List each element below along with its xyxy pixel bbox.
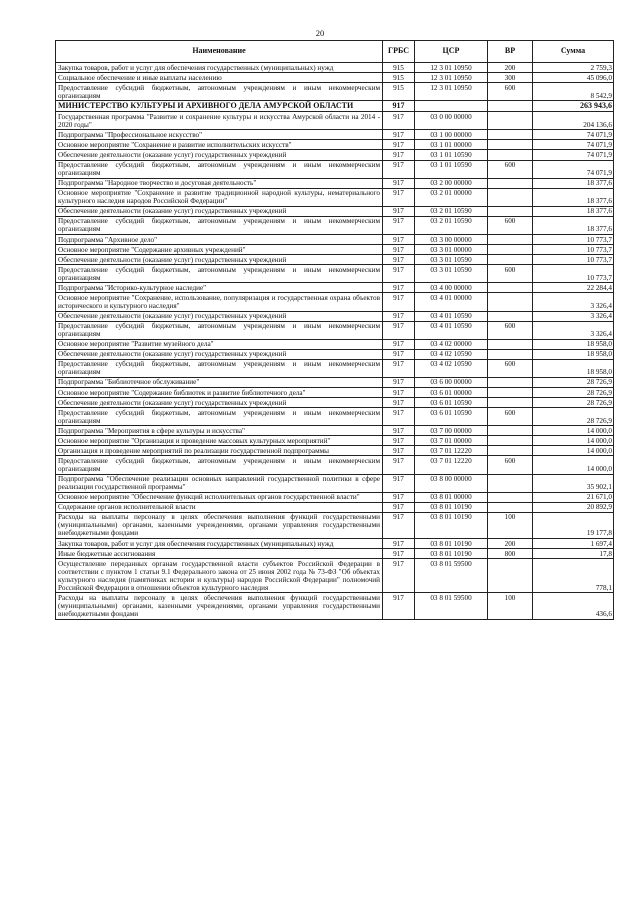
- header-name: Наименование: [56, 41, 383, 63]
- row-csr-cell: 03 1 01 10590: [415, 160, 488, 178]
- row-vr-cell: [488, 255, 533, 265]
- table-row: [56, 446, 614, 456]
- row-csr-cell: 03 8 01 00000: [415, 492, 488, 502]
- row-vr-cell: [488, 245, 533, 255]
- row-vr-cell: 600: [488, 83, 533, 101]
- table-row: [56, 512, 614, 538]
- row-csr-cell: 03 8 01 59500: [415, 593, 488, 619]
- row-grbs-cell: 917: [383, 408, 415, 426]
- row-sum-cell: 20 892,9: [533, 502, 614, 512]
- row-grbs-cell: 917: [383, 150, 415, 160]
- row-csr-cell: 03 2 01 10590: [415, 206, 488, 216]
- row-name-cell: Основное мероприятие "Содержание библиотек и развитие библиотечного дела": [56, 388, 383, 398]
- row-name-cell: Расходы на выплаты персоналу в целях обеспечения выполнения функций государственными (муниципальными) органами, казенными учреждениями, органами управления государственными внебюджетными фондами: [56, 512, 383, 538]
- row-name-cell: Обеспечение деятельности (оказание услуг) государственных учреждений: [56, 206, 383, 216]
- row-csr-cell: 03 1 01 10590: [415, 150, 488, 160]
- row-sum-cell: 263 943,6: [533, 101, 614, 112]
- row-grbs-cell: 917: [383, 559, 415, 593]
- table-row: [56, 339, 614, 349]
- row-csr-cell: 03 4 02 00000: [415, 339, 488, 349]
- row-csr-cell: 03 4 01 10590: [415, 311, 488, 321]
- row-sum-cell: 18 377,6: [533, 188, 614, 206]
- table-row: [56, 245, 614, 255]
- row-sum-cell: 45 096,0: [533, 73, 614, 83]
- row-name-cell: Обеспечение деятельности (оказание услуг) государственных учреждений: [56, 255, 383, 265]
- row-sum-cell: 28 726,9: [533, 388, 614, 398]
- row-name-cell: Расходы на выплаты персоналу в целях обеспечения выполнения функций государственными (муниципальными) органами, казенными учреждениями, органами управления государственными внебюджетными фондами: [56, 593, 383, 619]
- row-grbs-cell: 917: [383, 321, 415, 339]
- row-sum-cell: 74 071,9: [533, 130, 614, 140]
- table-row: [56, 178, 614, 188]
- row-grbs-cell: 917: [383, 446, 415, 456]
- row-vr-cell: [488, 311, 533, 321]
- row-sum-cell: 28 726,9: [533, 398, 614, 408]
- row-grbs-cell: 917: [383, 539, 415, 549]
- row-csr-cell: 03 8 01 10190: [415, 502, 488, 512]
- row-csr-cell: 03 8 01 10190: [415, 539, 488, 549]
- row-csr-cell: 03 6 01 10590: [415, 408, 488, 426]
- row-csr-cell: [415, 101, 488, 112]
- row-vr-cell: [488, 502, 533, 512]
- row-vr-cell: [488, 112, 533, 130]
- row-name-cell: Основное мероприятие "Содержание архивных учреждений": [56, 245, 383, 255]
- row-vr-cell: [488, 474, 533, 492]
- budget-table: [55, 40, 614, 620]
- table-row: [56, 349, 614, 359]
- table-row: [56, 474, 614, 492]
- row-grbs-cell: 917: [383, 377, 415, 387]
- row-csr-cell: 03 3 00 00000: [415, 235, 488, 245]
- row-csr-cell: 03 8 01 10190: [415, 549, 488, 559]
- row-sum-cell: 21 671,0: [533, 492, 614, 502]
- row-sum-cell: 436,6: [533, 593, 614, 619]
- row-sum-cell: 18 377,6: [533, 206, 614, 216]
- row-sum-cell: 10 773,7: [533, 255, 614, 265]
- table-row: [56, 293, 614, 311]
- row-sum-cell: 1 697,4: [533, 539, 614, 549]
- table-row: [56, 83, 614, 101]
- row-csr-cell: 03 6 01 10590: [415, 398, 488, 408]
- table-row: [56, 188, 614, 206]
- row-vr-cell: 600: [488, 456, 533, 474]
- table-row: [56, 492, 614, 502]
- row-sum-cell: 10 773,7: [533, 245, 614, 255]
- table-row: [56, 160, 614, 178]
- row-csr-cell: 03 3 01 10590: [415, 255, 488, 265]
- row-csr-cell: 03 2 01 10590: [415, 216, 488, 234]
- row-name-cell: Подпрограмма "Историко-культурное наследие": [56, 283, 383, 293]
- row-vr-cell: [488, 339, 533, 349]
- row-name-cell: Обеспечение деятельности (оказание услуг) государственных учреждений: [56, 311, 383, 321]
- row-grbs-cell: 917: [383, 206, 415, 216]
- row-csr-cell: 03 4 01 10590: [415, 321, 488, 339]
- row-vr-cell: [488, 559, 533, 593]
- row-sum-cell: 18 377,6: [533, 216, 614, 234]
- table-body: [56, 63, 614, 620]
- row-vr-cell: [488, 283, 533, 293]
- row-vr-cell: 800: [488, 549, 533, 559]
- row-grbs-cell: 917: [383, 359, 415, 377]
- row-vr-cell: [488, 206, 533, 216]
- row-sum-cell: 14 000,0: [533, 426, 614, 436]
- row-grbs-cell: 917: [383, 492, 415, 502]
- row-vr-cell: [488, 398, 533, 408]
- row-grbs-cell: 915: [383, 63, 415, 73]
- row-name-cell: Основное мероприятие "Сохранение и развитие исполнительских искусств": [56, 140, 383, 150]
- table-row: [56, 265, 614, 283]
- row-grbs-cell: 917: [383, 235, 415, 245]
- row-csr-cell: 03 1 01 00000: [415, 140, 488, 150]
- row-name-cell: Обеспечение деятельности (оказание услуг) государственных учреждений: [56, 150, 383, 160]
- row-csr-cell: 03 7 01 12220: [415, 456, 488, 474]
- row-csr-cell: 03 4 00 00000: [415, 283, 488, 293]
- row-csr-cell: 03 4 01 00000: [415, 293, 488, 311]
- row-sum-cell: 74 071,9: [533, 160, 614, 178]
- table-row: [56, 112, 614, 130]
- row-vr-cell: 200: [488, 539, 533, 549]
- row-vr-cell: 300: [488, 73, 533, 83]
- row-vr-cell: 600: [488, 216, 533, 234]
- row-vr-cell: [488, 492, 533, 502]
- row-sum-cell: 18 377,6: [533, 178, 614, 188]
- row-sum-cell: 3 326,4: [533, 311, 614, 321]
- row-grbs-cell: 917: [383, 265, 415, 283]
- row-sum-cell: 74 071,9: [533, 140, 614, 150]
- row-vr-cell: 600: [488, 321, 533, 339]
- row-grbs-cell: 917: [383, 512, 415, 538]
- row-grbs-cell: 917: [383, 398, 415, 408]
- row-sum-cell: 14 000,0: [533, 456, 614, 474]
- row-vr-cell: [488, 388, 533, 398]
- row-grbs-cell: 917: [383, 255, 415, 265]
- row-grbs-cell: 917: [383, 456, 415, 474]
- table-row: [56, 426, 614, 436]
- row-sum-cell: 28 726,9: [533, 377, 614, 387]
- row-sum-cell: 22 284,4: [533, 283, 614, 293]
- row-grbs-cell: 917: [383, 502, 415, 512]
- row-grbs-cell: 917: [383, 426, 415, 436]
- row-name-cell: Предоставление субсидий бюджетным, автономным учреждениям и иным некоммерческим организациям: [56, 160, 383, 178]
- table-row: [56, 377, 614, 387]
- row-vr-cell: [488, 446, 533, 456]
- table-row: [56, 398, 614, 408]
- row-csr-cell: 12 3 01 10950: [415, 63, 488, 73]
- row-csr-cell: 12 3 01 10950: [415, 83, 488, 101]
- row-sum-cell: 17,8: [533, 549, 614, 559]
- row-sum-cell: 8 542,9: [533, 83, 614, 101]
- row-name-cell: Подпрограмма "Обеспечение реализации основных направлений государственной политики в сфере реализации государственной программы": [56, 474, 383, 492]
- row-grbs-cell: 917: [383, 474, 415, 492]
- row-grbs-cell: 917: [383, 160, 415, 178]
- row-name-cell: Организация и проведение мероприятий по реализации государственной подпрограммы: [56, 446, 383, 456]
- row-vr-cell: [488, 188, 533, 206]
- row-vr-cell: 600: [488, 408, 533, 426]
- row-grbs-cell: 917: [383, 216, 415, 234]
- row-sum-cell: 28 726,9: [533, 408, 614, 426]
- header-csr: ЦСР: [415, 41, 488, 63]
- table-row: [56, 359, 614, 377]
- row-name-cell: Осуществление переданных органам государственной власти субъектов Российской Федерации в соответствии с пунктом 1 статьи 9.1 Федерального закона от 25 июня 2002 года № 73-ФЗ "Об объектах культурного наследия (памятниках истории и культуры) народов Российской Федерации" полномочий Российской Федерации в отношении объектов культурного наследия: [56, 559, 383, 593]
- row-grbs-cell: 917: [383, 101, 415, 112]
- row-name-cell: Государственная программа "Развитие и сохранение культуры и искусства Амурской области на 2014 - 2020 годы": [56, 112, 383, 130]
- row-grbs-cell: 917: [383, 178, 415, 188]
- row-sum-cell: 14 000,0: [533, 436, 614, 446]
- row-name-cell: Основное мероприятие "Сохранение и развитие традиционной народной культуры, нематериального культурного наследия народов Российской Федерации": [56, 188, 383, 206]
- row-name-cell: Предоставление субсидий бюджетным, автономным учреждениям и иным некоммерческим организациям: [56, 359, 383, 377]
- row-csr-cell: 03 4 02 10590: [415, 359, 488, 377]
- table-row: [56, 235, 614, 245]
- row-grbs-cell: 917: [383, 349, 415, 359]
- row-sum-cell: 18 958,0: [533, 349, 614, 359]
- row-vr-cell: 600: [488, 160, 533, 178]
- table-row: [56, 73, 614, 83]
- row-name-cell: Обеспечение деятельности (оказание услуг) государственных учреждений: [56, 398, 383, 408]
- table-row: [56, 101, 614, 112]
- row-csr-cell: 03 7 01 12220: [415, 446, 488, 456]
- row-csr-cell: 03 7 00 00000: [415, 426, 488, 436]
- row-vr-cell: [488, 130, 533, 140]
- row-vr-cell: [488, 436, 533, 446]
- table-row: [56, 549, 614, 559]
- row-vr-cell: [488, 178, 533, 188]
- header-grbs: ГРБС: [383, 41, 415, 63]
- row-sum-cell: 3 326,4: [533, 293, 614, 311]
- row-name-cell: Предоставление субсидий бюджетным, автономным учреждениям и иным некоммерческим организациям: [56, 216, 383, 234]
- row-vr-cell: 100: [488, 593, 533, 619]
- row-name-cell: Подпрограмма "Народное творчество и досуговая деятельность": [56, 178, 383, 188]
- row-sum-cell: 10 773,7: [533, 235, 614, 245]
- row-name-cell: Социальное обеспечение и иные выплаты населению: [56, 73, 383, 83]
- row-name-cell: Основное мероприятие "Сохранение, использование, популяризация и государственная охрана объектов исторического и культурного наследия": [56, 293, 383, 311]
- row-grbs-cell: 917: [383, 593, 415, 619]
- page-number: 20: [315, 28, 325, 38]
- row-vr-cell: [488, 349, 533, 359]
- row-grbs-cell: 915: [383, 73, 415, 83]
- row-sum-cell: 10 773,7: [533, 265, 614, 283]
- row-csr-cell: 03 1 00 00000: [415, 130, 488, 140]
- row-sum-cell: 19 177,8: [533, 512, 614, 538]
- table-row: [56, 140, 614, 150]
- row-name-cell: Предоставление субсидий бюджетным, автономным учреждениям и иным некоммерческим организациям: [56, 408, 383, 426]
- row-vr-cell: 200: [488, 63, 533, 73]
- row-csr-cell: 03 8 01 59500: [415, 559, 488, 593]
- row-grbs-cell: 917: [383, 339, 415, 349]
- row-name-cell: Подпрограмма "Библиотечное обслуживание": [56, 377, 383, 387]
- table-row: [56, 63, 614, 73]
- row-name-cell: Предоставление субсидий бюджетным, автономным учреждениям и иным некоммерческим организациям: [56, 265, 383, 283]
- row-vr-cell: [488, 377, 533, 387]
- table-row: [56, 559, 614, 593]
- row-grbs-cell: 917: [383, 140, 415, 150]
- table-row: [56, 216, 614, 234]
- row-name-cell: Основное мероприятие "Развитие музейного дела": [56, 339, 383, 349]
- table-row: [56, 206, 614, 216]
- row-vr-cell: [488, 426, 533, 436]
- row-name-cell: Закупка товаров, работ и услуг для обеспечения государственных (муниципальных) нужд: [56, 63, 383, 73]
- table-row: [56, 388, 614, 398]
- table-row: [56, 502, 614, 512]
- row-csr-cell: 03 0 00 00000: [415, 112, 488, 130]
- row-grbs-cell: 917: [383, 112, 415, 130]
- row-vr-cell: [488, 293, 533, 311]
- row-csr-cell: 03 4 02 10590: [415, 349, 488, 359]
- row-name-cell: Подпрограмма "Профессиональное искусство": [56, 130, 383, 140]
- row-csr-cell: 03 7 01 00000: [415, 436, 488, 446]
- table-row: [56, 150, 614, 160]
- row-csr-cell: 03 6 00 00000: [415, 377, 488, 387]
- row-grbs-cell: 917: [383, 549, 415, 559]
- row-name-cell: Предоставление субсидий бюджетным, автономным учреждениям и иным некоммерческим организациям: [56, 456, 383, 474]
- row-csr-cell: 12 3 01 10950: [415, 73, 488, 83]
- table-row: [56, 593, 614, 619]
- row-name-cell: Основное мероприятие "Обеспечение функций исполнительных органов государственной власти": [56, 492, 383, 502]
- row-name-cell: МИНИСТЕРСТВО КУЛЬТУРЫ И АРХИВНОГО ДЕЛА АМУРСКОЙ ОБЛАСТИ: [56, 101, 383, 112]
- table-row: [56, 436, 614, 446]
- row-vr-cell: [488, 235, 533, 245]
- row-sum-cell: 2 759,3: [533, 63, 614, 73]
- row-vr-cell: [488, 150, 533, 160]
- row-csr-cell: 03 6 01 00000: [415, 388, 488, 398]
- row-csr-cell: 03 3 01 10590: [415, 265, 488, 283]
- row-sum-cell: 35 902,1: [533, 474, 614, 492]
- row-name-cell: Предоставление субсидий бюджетным, автономным учреждениям и иным некоммерческим организациям: [56, 321, 383, 339]
- row-grbs-cell: 917: [383, 130, 415, 140]
- row-vr-cell: [488, 101, 533, 112]
- row-grbs-cell: 917: [383, 311, 415, 321]
- row-name-cell: Предоставление субсидий бюджетным, автономным учреждениям и иным некоммерческим организациям: [56, 83, 383, 101]
- table-row: [56, 539, 614, 549]
- row-vr-cell: 600: [488, 359, 533, 377]
- table-row: [56, 321, 614, 339]
- row-name-cell: Подпрограмма "Мероприятия в сфере культуры и искусства": [56, 426, 383, 436]
- row-csr-cell: 03 2 00 00000: [415, 178, 488, 188]
- table-row: [56, 130, 614, 140]
- row-name-cell: Иные бюджетные ассигнования: [56, 549, 383, 559]
- table-row: [56, 408, 614, 426]
- table-row: [56, 456, 614, 474]
- row-sum-cell: 204 136,6: [533, 112, 614, 130]
- row-name-cell: Закупка товаров, работ и услуг для обеспечения государственных (муниципальных) нужд: [56, 539, 383, 549]
- row-grbs-cell: 915: [383, 83, 415, 101]
- table-header-row: [56, 41, 614, 63]
- table-row: [56, 255, 614, 265]
- row-sum-cell: 14 000,0: [533, 446, 614, 456]
- row-csr-cell: 03 2 01 00000: [415, 188, 488, 206]
- row-sum-cell: 74 071,9: [533, 150, 614, 160]
- row-vr-cell: [488, 140, 533, 150]
- row-grbs-cell: 917: [383, 188, 415, 206]
- row-csr-cell: 03 8 01 10190: [415, 512, 488, 538]
- row-csr-cell: 03 3 01 00000: [415, 245, 488, 255]
- header-vr: ВР: [488, 41, 533, 63]
- row-grbs-cell: 917: [383, 436, 415, 446]
- table-row: [56, 311, 614, 321]
- table-row: [56, 283, 614, 293]
- row-grbs-cell: 917: [383, 293, 415, 311]
- row-name-cell: Обеспечение деятельности (оказание услуг) государственных учреждений: [56, 349, 383, 359]
- row-sum-cell: 18 958,0: [533, 359, 614, 377]
- row-grbs-cell: 917: [383, 388, 415, 398]
- row-grbs-cell: 917: [383, 245, 415, 255]
- row-name-cell: Основное мероприятие "Организация и проведение массовых культурных мероприятий": [56, 436, 383, 446]
- row-vr-cell: 100: [488, 512, 533, 538]
- row-sum-cell: 18 958,0: [533, 339, 614, 349]
- row-sum-cell: 3 326,4: [533, 321, 614, 339]
- header-sum: Сумма: [533, 41, 614, 63]
- row-name-cell: Содержание органов исполнительной власти: [56, 502, 383, 512]
- row-csr-cell: 03 8 00 00000: [415, 474, 488, 492]
- row-sum-cell: 778,1: [533, 559, 614, 593]
- row-name-cell: Подпрограмма "Архивное дело": [56, 235, 383, 245]
- row-grbs-cell: 917: [383, 283, 415, 293]
- row-vr-cell: 600: [488, 265, 533, 283]
